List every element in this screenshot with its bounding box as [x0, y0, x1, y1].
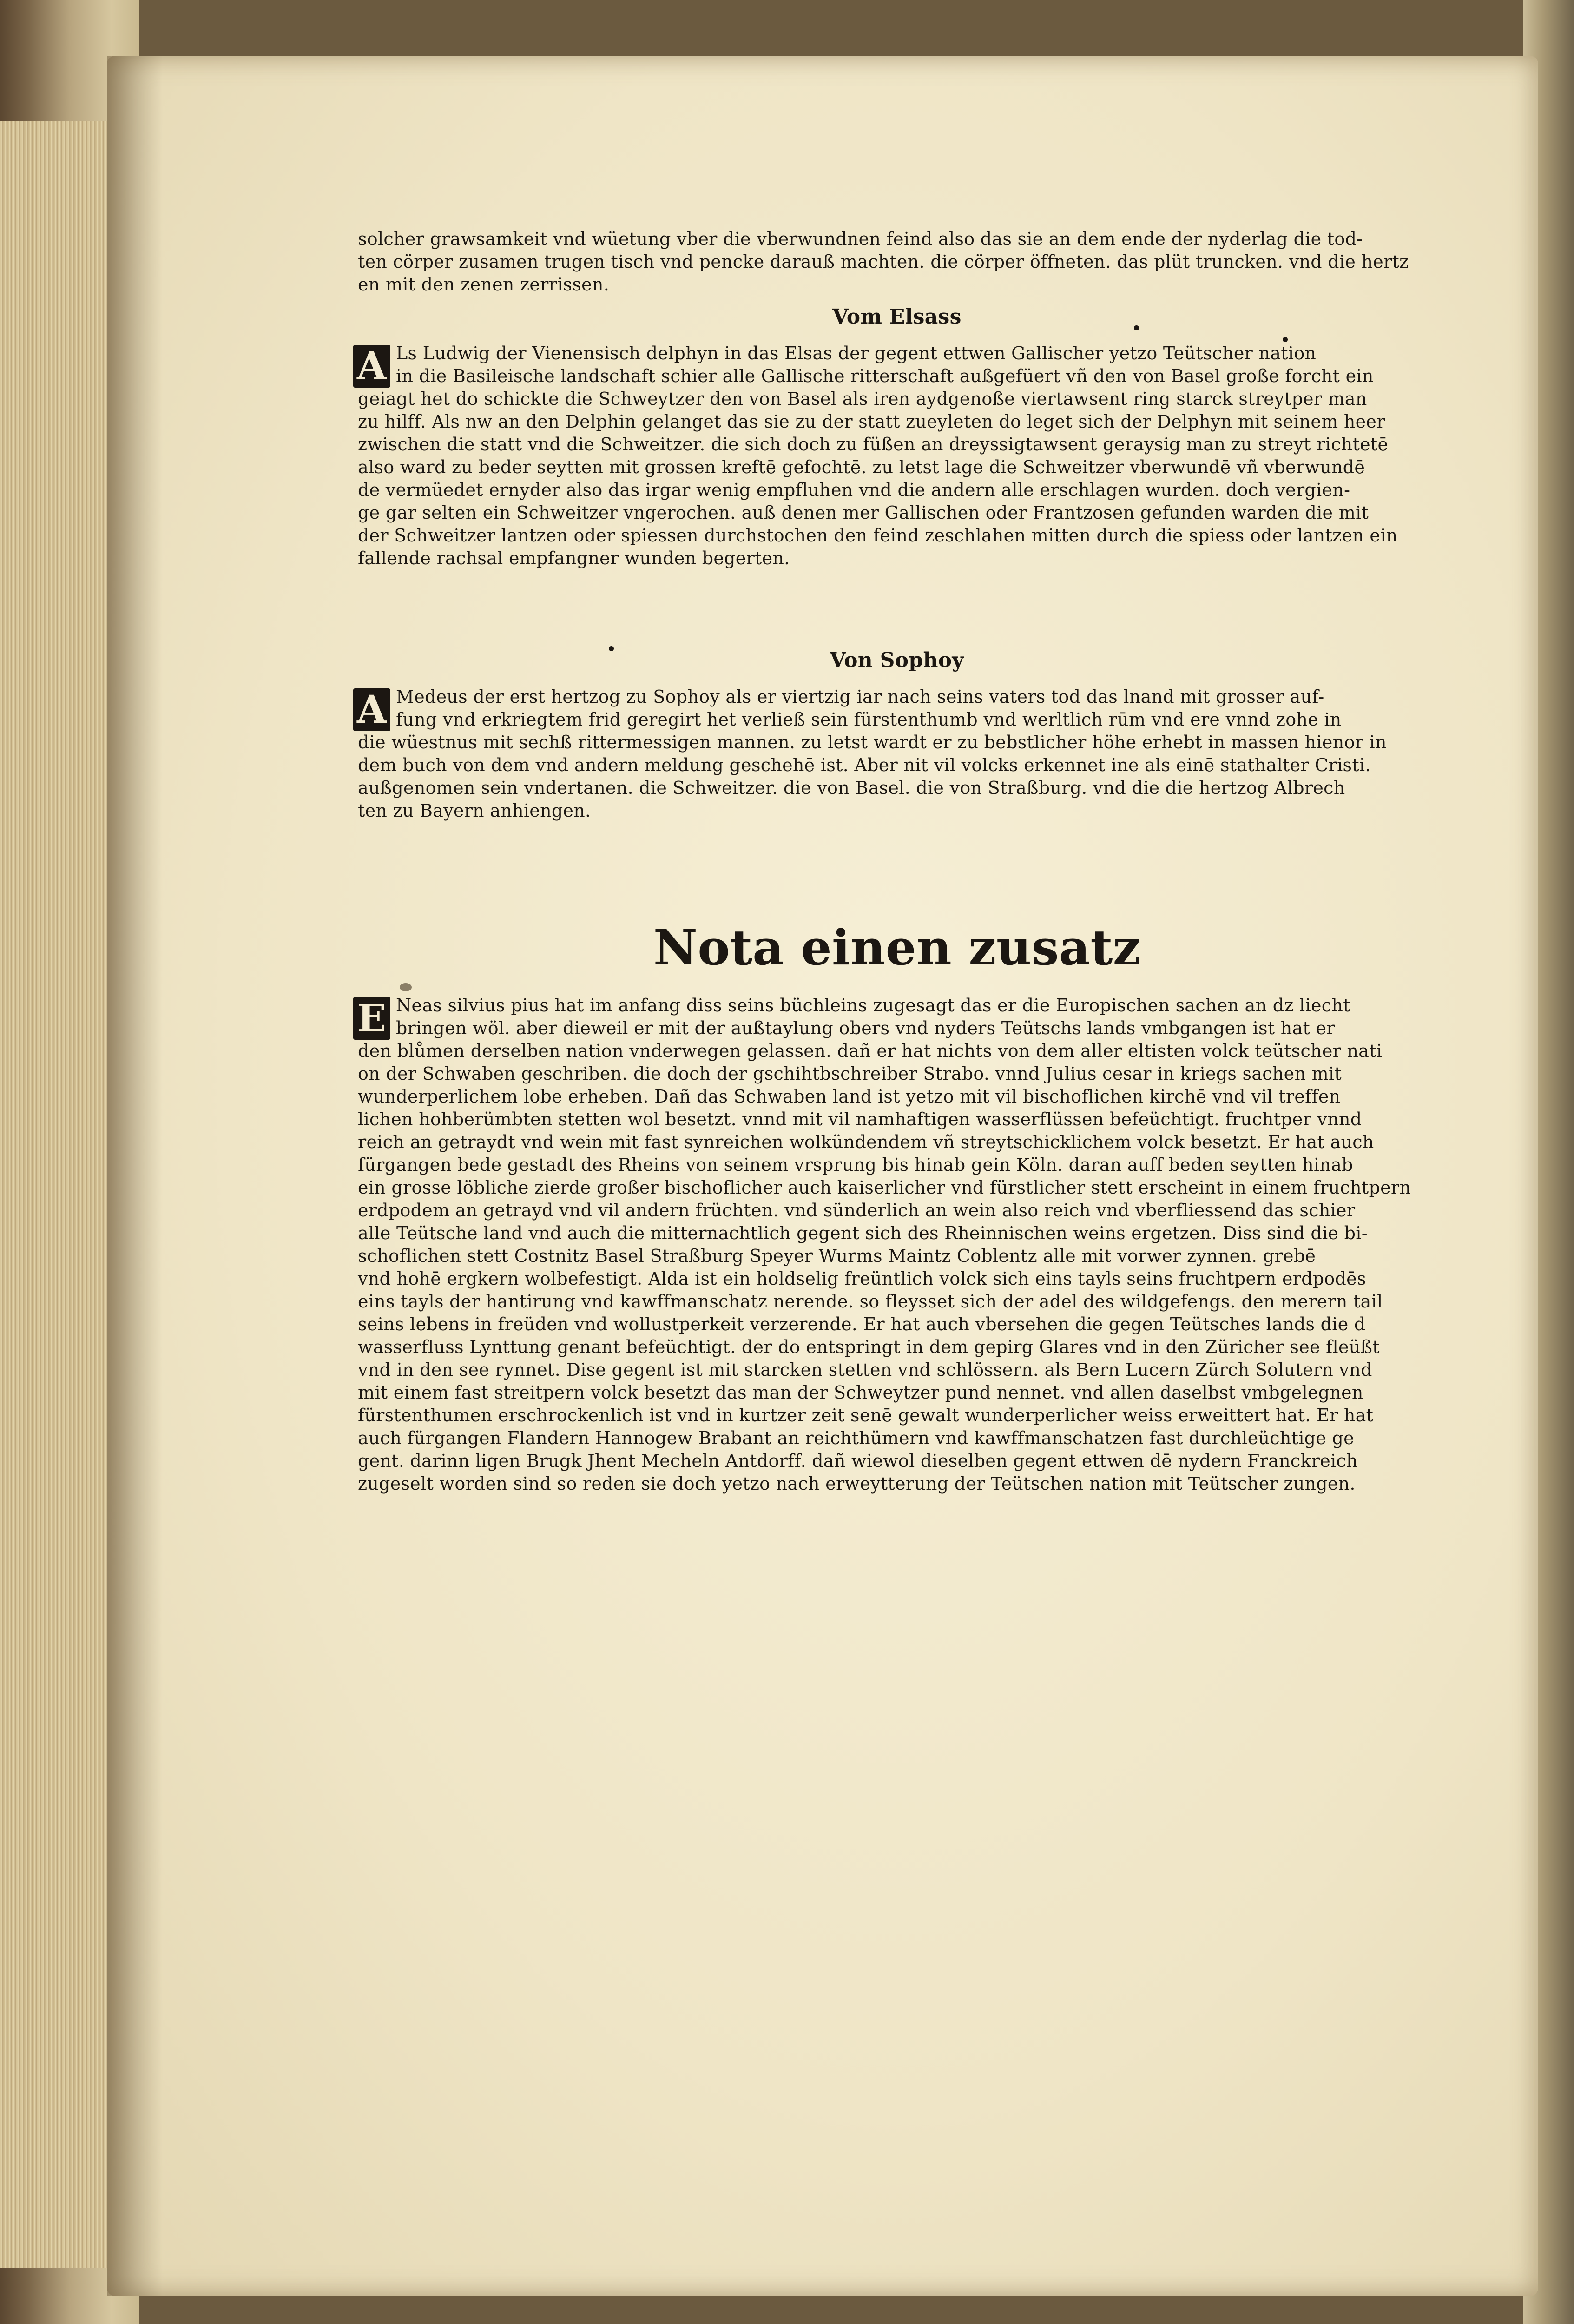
text-line: schoflichen stett Costnitz Basel Straßburg Speyer Wurms Maintz Coblentz alle mit vorwer zynnen. grebē	[358, 1246, 1316, 1266]
text-line: die wüestnus mit sechß rittermessigen mannen. zu letst wardt er zu bebstlicher höhe erhebt in massen hienor in	[358, 732, 1387, 753]
page-stack-left	[0, 121, 112, 2268]
text-line: vnd in den see rynnet. Dise gegent ist mit starcken stetten vnd schlössern. als Bern Lucern Zürch Solutern vnd	[358, 1360, 1372, 1380]
text-line: ein grosse löbliche zierde großer bischoflicher auch kaiserlicher vnd fürstlicher stett erscheint in einem fruchtpern	[358, 1177, 1411, 1198]
text-line: seins lebens in freüden vnd wollustperkeit verzerende. Er hat auch vbersehen die gegen Teütsches lands die d	[358, 1314, 1366, 1334]
text-line: also ward zu beder seytten mit grossen kreftē gefochtē. zu letst lage die Schweitzer vberwundē vñ vberwundē	[358, 457, 1365, 477]
text-line: solcher grawsamkeit vnd wüetung vber die vberwundnen feind also das sie an dem ende der nyderlag die tod-	[358, 229, 1363, 249]
heading-von-sophoy: Von Sophoy	[830, 648, 964, 672]
stain-spot	[400, 983, 412, 991]
text-line: Neas silvius pius hat im anfang diss seins büchleins zugesagt das er die Europischen sachen an dz liecht	[396, 995, 1350, 1016]
ink-speck	[1283, 337, 1288, 342]
decorated-initial: E	[353, 997, 390, 1040]
text-line: alle Teütsche land vnd auch die mitternachtlich gegent sich des Rheinnischen weins ergetzen. Diss sind die bi-	[358, 1223, 1368, 1243]
text-line: zu hilff. Als nw an den Delphin gelanget das sie zu der statt zueyleten do leget sich der Delphyn mit seinem heer	[358, 411, 1385, 432]
text-line: wunderperlichem lobe erheben. Dañ das Schwaben land ist yetzo mit vil bischoflichen kirchē vnd vil treffen	[358, 1086, 1341, 1107]
text-line: on der Schwaben geschriben. die doch der gschihtbschreiber Strabo. vnnd Julius cesar in kriegs sachen mit	[358, 1063, 1342, 1084]
text-line: eins tayls der hantirung vnd kawffmanschatz nerende. so fleysset sich der adel des wildgefengs. den merern tail	[358, 1291, 1383, 1312]
text-line: gent. darinn ligen Brugk Jhent Mecheln Antdorff. dañ wiewol dieselben gegent ettwen dē nydern Franckreich	[358, 1451, 1358, 1471]
spacer	[358, 822, 1436, 920]
text-line: wasserfluss Lynttung genant befeüchtigt. der do entspringt in dem gepirg Glares vnd in den Züricher see fleüßt	[358, 1337, 1380, 1357]
text-line: in die Basileische landschaft schier alle Gallische ritterschaft außgefüert vñ den von Basel große forcht ein	[396, 366, 1374, 386]
text-line: fallende rachsal empfangner wunden begerten.	[358, 548, 790, 568]
text-line: dem buch von dem vnd andern meldung geschehē ist. Aber nit vil volcks erkennet ine als einē stathalter Cristi.	[358, 755, 1371, 775]
text-line: auch fürgangen Flandern Hannogew Brabant an reichthümern vnd kawffmanschatzen fast durchleüchtige ge	[358, 1428, 1354, 1448]
text-line: ten zu Bayern anhiengen.	[358, 800, 591, 821]
text-line: zwischen die statt vnd die Schweitzer. die sich doch zu füßen an dreyssigtawsent geraysig man zu streyt richtetē	[358, 434, 1389, 455]
paragraph-elsass	[358, 342, 1436, 570]
paragraph-sophoy	[358, 686, 1436, 822]
text-block	[358, 228, 1436, 1495]
text-line: en mit den zenen zerrissen.	[358, 274, 610, 295]
text-line: reich an getraydt vnd wein mit fast synreichen wolkündendem vñ streytschicklichem volck besetzt. Er hat auch	[358, 1132, 1374, 1152]
text-line: lichen hohberümbten stetten wol besetzt. vnnd mit vil namhaftigen wasserflüssen befeüchtigt. fruchtper vnnd	[358, 1109, 1362, 1129]
heading-vom-elsass: Vom Elsass	[832, 305, 962, 329]
text-line: den blůmen derselben nation vnderwegen gelassen. dañ er hat nichts von dem aller eltisten volck teütscher nati	[358, 1041, 1383, 1061]
text-line: fürstenthumen erschrockenlich ist vnd in kurtzer zeit senē gewalt wunderperlicher weiss erweittert hat. Er hat	[358, 1405, 1374, 1426]
text-line: Medeus der erst hertzog zu Sophoy als er viertzig iar nach seins vaters tod das lnand mit grosser auf-	[396, 687, 1324, 707]
spacer	[358, 570, 1436, 640]
text-line: bringen wöl. aber dieweil er mit der außtaylung obers vnd nyders Teütschs lands vmbgangen ist hat er	[396, 1018, 1335, 1038]
text-line: außgenomen sein vndertanen. die Schweitzer. die von Basel. die von Straßburg. vnd die die hertzog Albrech	[358, 778, 1345, 798]
paragraph-intro	[358, 228, 1436, 296]
decorated-initial: A	[353, 688, 390, 731]
decorated-initial: A	[353, 345, 390, 388]
text-line: ten cörper zusamen trugen tisch vnd pencke darauß machten. die cörper öffneten. das plüt truncken. vnd die hertz	[358, 251, 1409, 272]
text-line: der Schweitzer lantzen oder spiessen durchstochen den feind zeschlahen mitten durch die spiess oder lantzen ein	[358, 525, 1398, 546]
ink-speck	[609, 646, 614, 651]
text-line: mit einem fast streitpern volck besetzt das man der Schweytzer pund nennet. vnd allen daselbst vmbgelegnen	[358, 1382, 1363, 1403]
text-line: Ls Ludwig der Vienensisch delphyn in das Elsas der gegent ettwen Gallischer yetzo Teütscher nation	[396, 343, 1317, 363]
paragraph-zusatz	[358, 994, 1436, 1495]
text-line: ge gar selten ein Schweitzer vngerochen. auß denen mer Gallischen oder Frantzosen gefunden warden die mit	[358, 502, 1369, 523]
text-line: fürgangen bede gestadt des Rheins von seinem vrsprung bis hinab gein Köln. daran auff beden seytten hinab	[358, 1155, 1353, 1175]
text-line: zugeselt worden sind so reden sie doch yetzo nach erweytterung der Teütschen nation mit Teütscher zungen.	[358, 1473, 1356, 1494]
text-line: erdpodem an getrayd vnd vil andern früchten. vnd sünderlich an wein also reich vnd vberfliessend das schier	[358, 1200, 1356, 1221]
text-line: de vermüedet ernyder also das irgar wenig empfluhen vnd die andern alle erschlagen wurden. doch vergien-	[358, 480, 1350, 500]
text-line: vnd hohē ergkern wolbefestigt. Alda ist ein holdselig freüntlich volck sich eins tayls seins fruchtpern erdpodēs	[358, 1268, 1366, 1289]
ink-speck	[1134, 325, 1139, 330]
text-line: fung vnd erkriegtem frid geregirt het verließ sein fürstenthumb vnd werltlich rūm vnd ere vnnd zohe in	[396, 709, 1342, 730]
title-nota-einen-zusatz: Nota einen zusatz	[653, 919, 1141, 976]
text-line: geiagt het do schickte die Schweytzer den von Basel als iren aydgenoße viertawsent ring starck streytper man	[358, 389, 1367, 409]
